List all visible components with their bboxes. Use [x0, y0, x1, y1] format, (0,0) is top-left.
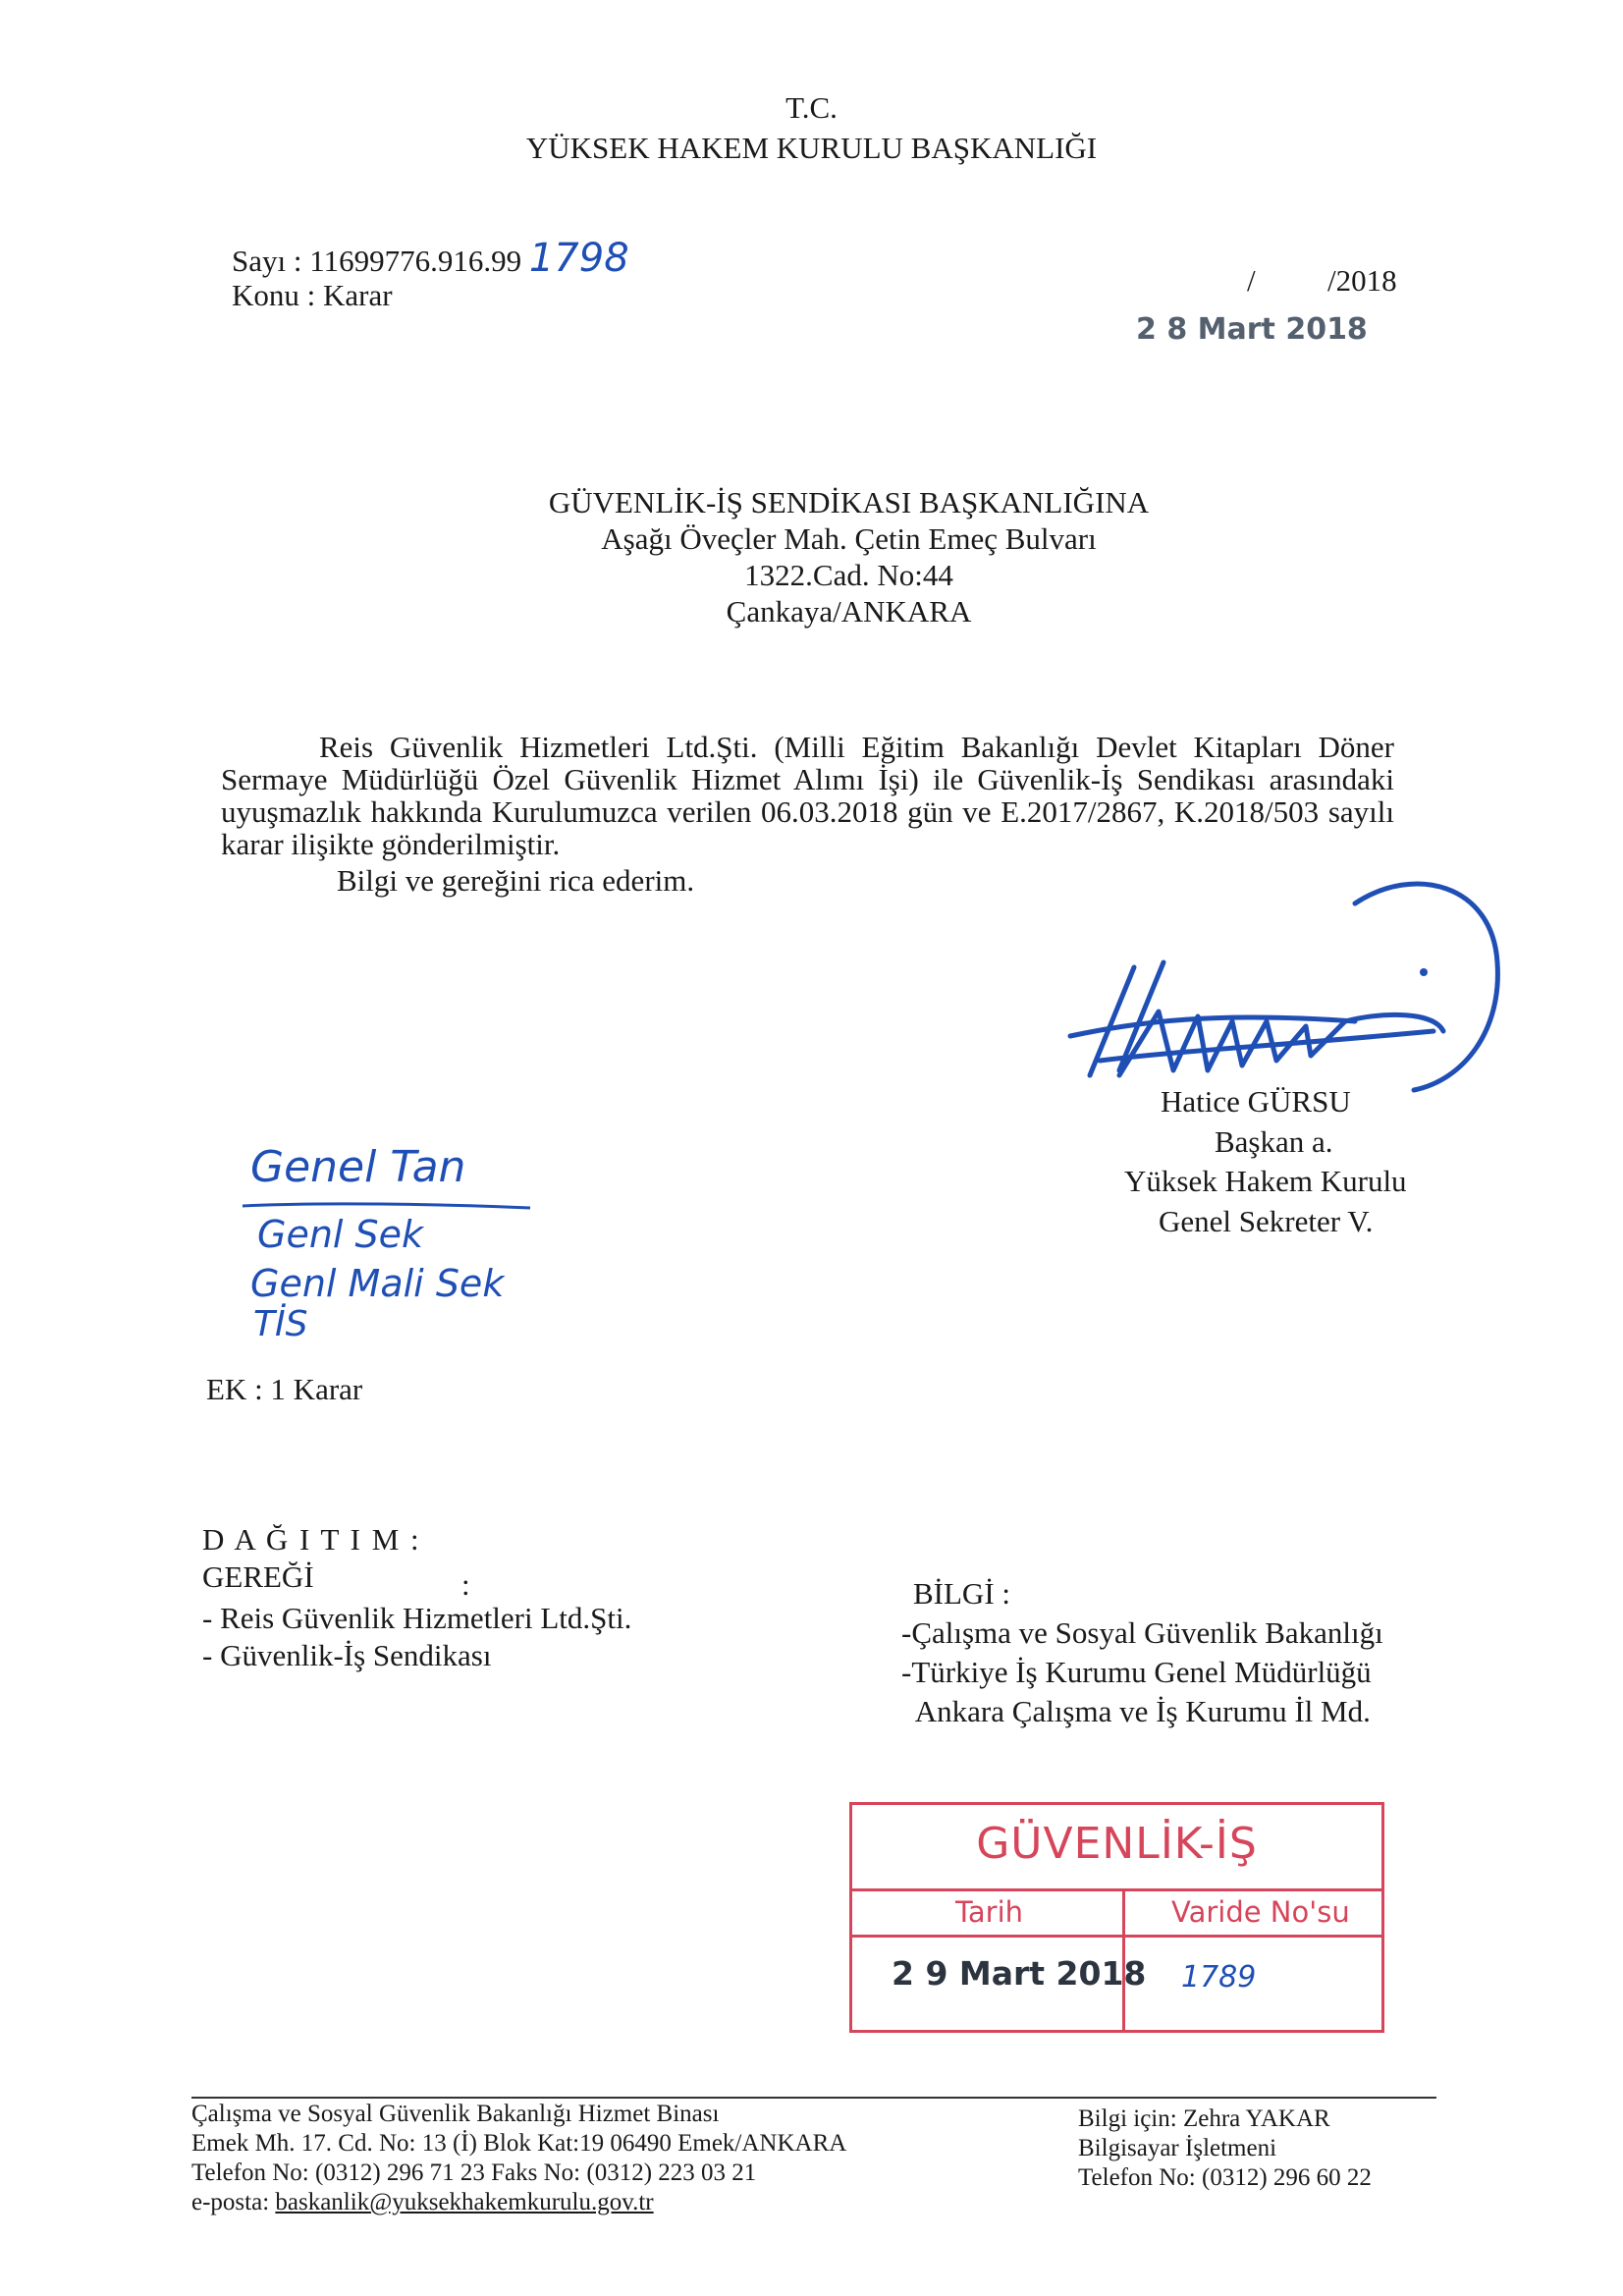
handwritten-note-line-2: Genl Sek [257, 1213, 424, 1256]
footer-right [1078, 2105, 1372, 2193]
geregi-item: - Reis Güvenlik Hizmetleri Ltd.Şti. [202, 1601, 632, 1635]
footer-contact-line: Bilgi için: Zehra YAKAR [1078, 2105, 1330, 2132]
signatory-title-3: Genel Sekreter V. [1159, 1204, 1374, 1238]
geregi-colon: : [461, 1567, 470, 1602]
received-stamp [849, 1802, 1384, 2033]
handwritten-note-line-3: Genl Mali Sek [250, 1262, 505, 1305]
geregi-label: GEREĞİ [202, 1559, 314, 1594]
stamp-date-label: Tarih [955, 1895, 1024, 1929]
footer-contact-line: Bilgisayar İşletmeni [1078, 2135, 1277, 2161]
stamp-number-label: Varide No'su [1171, 1895, 1350, 1929]
handwritten-note-line-4: TİS [253, 1304, 308, 1344]
sayi-handwritten: 1798 [528, 236, 629, 281]
sayi-line [232, 236, 629, 281]
header-tc: T.C. [785, 90, 838, 125]
sayi-value: : 11699776.916.99 [293, 244, 522, 278]
letter-body [221, 731, 1394, 897]
date-year: /2018 [1327, 263, 1397, 298]
konu-line [232, 278, 393, 313]
recipient-name: GÜVENLİK-İŞ SENDİKASI BAŞKANLIĞINA [548, 485, 1150, 519]
footer-phone-line: Telefon No: (0312) 296 71 23 Faks No: (0312) 223 03 21 [191, 2159, 757, 2186]
sayi-label: Sayı [232, 244, 287, 278]
bilgi-label: BİLGİ : [913, 1576, 1011, 1611]
recipient-address-2: 1322.Cad. No:44 [744, 558, 953, 592]
footer-divider [191, 2097, 1436, 2099]
signatory-title-2: Yüksek Hakem Kurulu [1124, 1164, 1407, 1198]
footer-email-label: e-posta: [191, 2189, 270, 2215]
stamp-title: GÜVENLİK-İŞ [976, 1819, 1258, 1869]
footer-address-line: Çalışma ve Sosyal Güvenlik Bakanlığı Hizmet Binası [191, 2101, 720, 2127]
konu-label: Konu [232, 278, 299, 312]
header-institution: YÜKSEK HAKEM KURULU BAŞKANLIĞI [525, 131, 1098, 165]
konu-value: : Karar [306, 278, 393, 312]
geregi-item: - Güvenlik-İş Sendikası [202, 1638, 492, 1672]
footer-email-link[interactable]: baskanlik@yuksekhakemkurulu.gov.tr [275, 2189, 654, 2215]
body-closing: Bilgi ve gereğini rica ederim. [337, 863, 695, 898]
date-stamp: 2 8 Mart 2018 [1136, 312, 1368, 347]
date-slash: / [1247, 263, 1256, 298]
handwritten-underline [241, 1200, 535, 1212]
signatory-name: Hatice GÜRSU [1161, 1084, 1351, 1119]
attachment-line: EK : 1 Karar [206, 1372, 363, 1406]
stamp-date-value: 2 9 Mart 2018 [892, 1954, 1147, 1993]
footer-address-line: Emek Mh. 17. Cd. No: 13 (İ) Blok Kat:19 06490 Emek/ANKARA [191, 2130, 847, 2157]
handwritten-note-line-1: Genel Tan [250, 1142, 466, 1192]
bilgi-item: Ankara Çalışma ve İş Kurumu İl Md. [901, 1694, 1371, 1728]
distribution-heading: D A Ğ I T I M : [202, 1522, 421, 1557]
stamp-number-value: 1789 [1181, 1960, 1257, 1995]
signatory-title-1: Başkan a. [1215, 1124, 1333, 1159]
bilgi-item: -Çalışma ve Sosyal Güvenlik Bakanlığı [901, 1615, 1383, 1650]
footer-left [191, 2100, 846, 2217]
bilgi-item: -Türkiye İş Kurumu Genel Müdürlüğü [901, 1655, 1372, 1689]
recipient-address-3: Çankaya/ANKARA [726, 594, 972, 629]
footer-email-line [191, 2188, 846, 2217]
footer-contact-line: Telefon No: (0312) 296 60 22 [1078, 2164, 1372, 2191]
recipient-address-1: Aşağı Öveçler Mah. Çetin Emeç Bulvarı [601, 521, 1097, 556]
signature-scribble [1060, 874, 1512, 1100]
body-paragraph: Reis Güvenlik Hizmetleri Ltd.Şti. (Milli Eğitim Bakanlığı Devlet Kitapları Döner Sermaye Müdürlüğü Özel Güvenlik Hizmet Alımı İşi) ile Güvenlik-İş Sendikası arasındaki uyuşmazlık hakkında Kurulumuzca verilen 06.03.2018 gün ve E.2017/2867, K.2018/503 sayılı karar ilişikte gönderilmiştir. [221, 730, 1394, 861]
